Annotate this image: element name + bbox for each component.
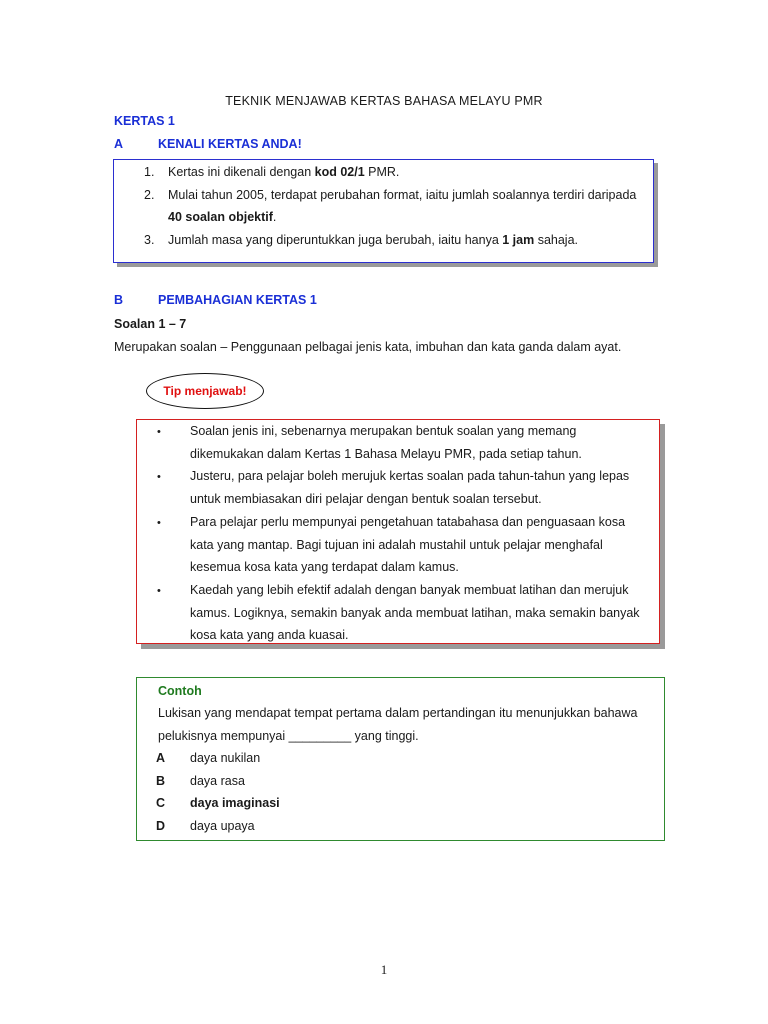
section-a-box	[113, 159, 654, 263]
tip-line: Para pelajar perlu mempunyai pengetahuan tatabahasa dan penguasaan kosa	[190, 515, 626, 529]
tip-line: kata yang mantap. Bagi tujuan ini adalah mustahil untuk pelajar menghafal	[190, 538, 603, 552]
tip-box	[136, 419, 660, 644]
tip-line: Kaedah yang lebih efektif adalah dengan banyak membuat latihan dan merujuk	[190, 583, 629, 597]
section-b-heading	[0, 293, 768, 309]
example-heading: Contoh	[158, 684, 202, 698]
list-item-bold: 40 soalan objektif	[168, 210, 273, 224]
section-a-letter: A	[114, 137, 124, 151]
list-item-number: 2.	[144, 188, 155, 202]
option-text: daya upaya	[190, 819, 255, 833]
tip-label: Tip menjawab!	[146, 373, 264, 409]
list-item-bold: kod 02/1	[314, 165, 365, 179]
tip-line: kosa kata yang anda kuasai.	[190, 628, 349, 642]
example-box	[136, 677, 665, 841]
option-letter: D	[156, 819, 166, 833]
bullet-icon: •	[157, 517, 161, 529]
list-item-continuation	[168, 210, 276, 224]
tip-line: Soalan jenis ini, sebenarnya merupakan bentuk soalan yang memang	[190, 424, 577, 438]
list-item-bold: 1 jam	[502, 233, 535, 247]
list-item-text: PMR.	[364, 165, 400, 179]
tip-line: untuk membiasakan diri pelajar dengan bentuk soalan tersebut.	[190, 492, 542, 506]
kertas-label: KERTAS 1	[114, 114, 175, 128]
option-text: daya rasa	[190, 774, 245, 788]
bullet-icon: •	[157, 471, 161, 483]
option-letter: C	[156, 796, 166, 810]
section-a-heading	[0, 137, 768, 153]
list-item-text: Kertas ini dikenali dengan	[168, 165, 315, 179]
soalan-heading: Soalan 1 – 7	[114, 317, 187, 331]
list-item-text: .	[272, 210, 277, 224]
tip-line: Justeru, para pelajar boleh merujuk kertas soalan pada tahun-tahun yang lepas	[190, 469, 630, 483]
option-letter: A	[156, 751, 166, 765]
section-b-title: PEMBAHAGIAN KERTAS 1	[158, 293, 317, 307]
option-text: daya nukilan	[190, 751, 261, 765]
list-item-text: Jumlah masa yang diperuntukkan juga berubah, iaitu hanya	[168, 233, 503, 247]
soalan-description: Merupakan soalan – Penggunaan pelbagai jenis kata, imbuhan dan kata ganda dalam ayat.	[114, 340, 622, 354]
tip-line: kesemua kosa kata yang terdapat dalam kamus.	[190, 560, 459, 574]
example-question-line: Lukisan yang mendapat tempat pertama dalam pertandingan itu menunjukkan bahawa	[158, 706, 638, 720]
list-item	[144, 165, 399, 179]
option-text-answer: daya imaginasi	[190, 796, 280, 810]
list-item-text: sahaja.	[534, 233, 578, 247]
bullet-icon: •	[157, 585, 161, 597]
example-question-line: pelukisnya mempunyai _________ yang tinggi.	[158, 729, 419, 743]
page-title: TEKNIK MENJAWAB KERTAS BAHASA MELAYU PMR	[225, 94, 543, 108]
list-item-number: 3.	[144, 233, 155, 247]
list-item-number: 1.	[144, 165, 155, 179]
list-item	[144, 188, 636, 202]
section-b-letter: B	[114, 293, 124, 307]
bullet-icon: •	[157, 426, 161, 438]
option-letter: B	[156, 774, 166, 788]
list-item-text: Mulai tahun 2005, terdapat perubahan format, iaitu jumlah soalannya terdiri daripada	[168, 188, 637, 202]
list-item	[144, 233, 578, 247]
page-number: 1	[380, 962, 388, 977]
section-a-title: KENALI KERTAS ANDA!	[158, 137, 302, 151]
tip-line: dikemukakan dalam Kertas 1 Bahasa Melayu PMR, pada setiap tahun.	[190, 447, 582, 461]
tip-line: kamus. Logiknya, semakin banyak anda membuat latihan, maka semakin banyak	[190, 606, 640, 620]
